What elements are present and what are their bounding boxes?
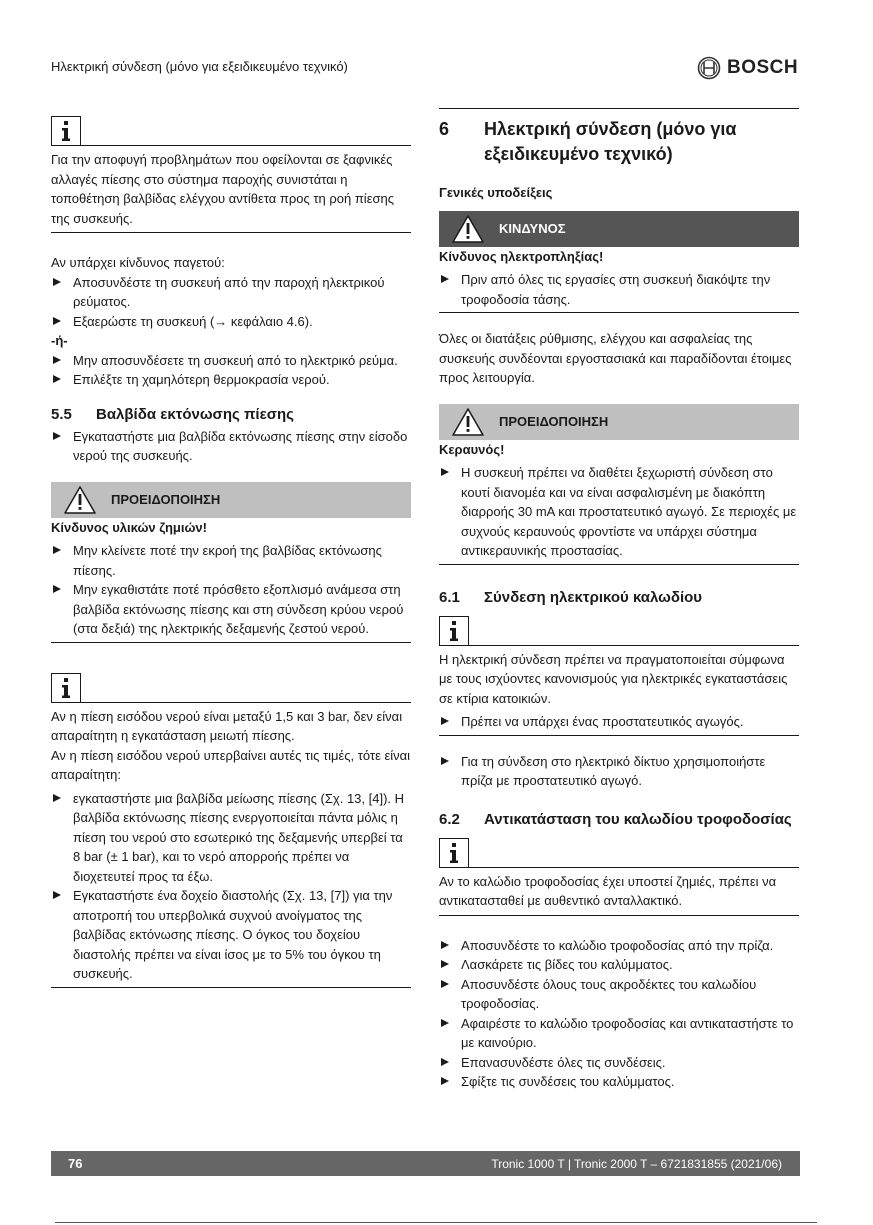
section-heading-5-5: 5.5 Βαλβίδα εκτόνωσης πίεσης	[51, 405, 294, 423]
info-icon	[439, 616, 469, 646]
list-item: Πρέπει να υπάρχει ένας προστατευτικός αγωγός.	[439, 712, 799, 732]
info-icon	[51, 116, 81, 146]
list-item: Εγκαταστήστε ένα δοχείο διαστολής (Σχ. 13, [7]) για την αποτροπή του υπερβολικά συχνού ανοίγματος της βαλβίδας εκτόνωσης πίεσης. Ο όγκος του δοχείου διαστολής πρέπει να είναι ίσος με το 5% του όγκου τη συσκευής.	[51, 886, 411, 984]
warning-list	[51, 541, 411, 639]
info-note-header	[51, 667, 411, 703]
warning-triangle-icon	[451, 214, 485, 244]
warning-bar: ΠΡΟΕΙΔΟΠΟΙΗΣΗ	[51, 482, 411, 518]
danger-title: Κίνδυνος ηλεκτροπληξίας!	[439, 248, 604, 264]
note-text: Αν η πίεση εισόδου νερού είναι μεταξύ 1,5 και 3 bar, δεν είναι απαραίτητη η εγκατάσταση μειωτή πίεσης.	[51, 708, 403, 743]
note-text: Αν το καλώδιο τροφοδοσίας έχει υποστεί ζημιές, πρέπει να αντικατασταθεί με αυθεντικό ανταλλακτικό.	[439, 873, 777, 908]
list-item: Σφίξτε τις συνδέσεις του καλύμματος.	[439, 1072, 799, 1092]
info-icon	[51, 673, 81, 703]
note-text: Η ηλεκτρική σύνδεση πρέπει να πραγματοποιείται σύμφωνα με τους ισχύοντες κανονισμούς για ηλεκτρικές εγκαταστάσεις σε κτίρια κατοικιών.	[439, 651, 788, 706]
frost-list	[51, 273, 411, 332]
frost-intro: Αν υπάρχει κίνδυνος παγετού:	[51, 255, 225, 270]
info-note-header	[439, 832, 799, 868]
list-item: Αποσυνδέστε το καλώδιο τροφοδοσίας από την πρίζα.	[439, 936, 799, 956]
list-item: Αποσυνδέστε τη συσκευή από την παροχή ηλεκτρικού ρεύματος.	[51, 273, 411, 312]
list-item: Μην αποσυνδέσετε τη συσκευή από το ηλεκτρικό ρεύμα.	[51, 351, 411, 371]
bosch-logo	[697, 56, 798, 80]
warning-triangle-icon	[63, 485, 97, 515]
list-item: Για τη σύνδεση στο ηλεκτρικό δίκτυο χρησιμοποιήστε πρίζα με προστατευτικό αγωγό.	[439, 752, 799, 791]
list-item: Λασκάρετε τις βίδες του καλύμματος.	[439, 955, 799, 975]
running-header: Ηλεκτρική σύνδεση (μόνο για εξειδικευμένο τεχνικό)	[51, 59, 348, 74]
section-heading-6-1: 6.1 Σύνδεση ηλεκτρικού καλωδίου	[439, 588, 703, 606]
section-heading-6-2: 6.2 Αντικατάσταση του καλωδίου τροφοδοσίας	[439, 810, 792, 828]
note-list	[439, 712, 799, 732]
list-item: Επιλέξτε τη χαμηλότερη θερμοκρασία νερού.	[51, 370, 411, 390]
info-note-header	[51, 110, 411, 146]
subheading-general: Γενικές υποδείξεις	[439, 185, 553, 200]
note-list	[51, 789, 411, 984]
note-text: Για την αποφυγή προβλημάτων που οφείλονται σε ξαφνικές αλλαγές πίεσης στο σύστημα παροχής συνιστάται η τοποθέτηση βαλβίδας ελέγχου αντίθετα προς τη ροή πίεσης της συσκευής.	[51, 152, 395, 226]
frost-list-alt	[51, 351, 411, 390]
replacement-steps-list	[439, 936, 799, 1092]
note-text: Αν η πίεση εισόδου νερού υπερβαίνει αυτές τις τιμές, τότε είναι απαραίτητη:	[51, 747, 411, 782]
info-note-header	[439, 610, 799, 646]
list-item: Μην εγκαθιστάτε ποτέ πρόσθετο εξοπλισμό ανάμεσα στη βαλβίδα εκτόνωσης πίεσης και στη σύνδεση κρύου νερού (στα δεξιά) της ηλεκτρικής δεξαμενής ζεστού νερού.	[51, 580, 411, 639]
or-separator: -ή-	[51, 333, 68, 348]
warning-title: Κεραυνός!	[439, 441, 505, 457]
warning-bar: ΠΡΟΕΙΔΟΠΟΙΗΣΗ	[439, 404, 799, 440]
info-icon	[439, 838, 469, 868]
right-column	[439, 108, 799, 1092]
factory-text: Όλες οι διατάξεις ρύθμισης, ελέγχου και ασφαλείας της συσκευής συνδέονται εργοστασιακά και παραδίδονται έτοιμες προς λειτουργία.	[439, 331, 792, 385]
list-item: Εγκαταστήστε μια βαλβίδα εκτόνωσης πίεσης στην είσοδο νερού της συσκευής.	[51, 427, 411, 466]
list-item: εγκαταστήστε μια βαλβίδα μείωσης πίεσης (Σχ. 13, [4]). Η βαλβίδα εκτόνωσης πίεσης ενεργοποιείται πάντα μόλις η πίεση του νερού στο εσωτερικό της δεξαμενής υπερβεί τα 8 bar (± 1 bar), και το νερό απορροής πρέπει να διοχετευτεί προς τα έξω.	[51, 789, 411, 887]
warning-triangle-icon	[451, 407, 485, 437]
list-item: Πριν από όλες τις εργασίες στη συσκευή διακόψτε την τροφοδοσία τάσης.	[439, 270, 799, 309]
list-item: Εξαερώστε τη συσκευή (→ κεφάλαιο 4.6).	[51, 312, 411, 332]
document-reference: Tronic 1000 T | Tronic 2000 T – 6721831855 (2021/06)	[491, 1156, 782, 1171]
page-number: 76	[68, 1156, 83, 1171]
list-item: Η συσκευή πρέπει να διαθέτει ξεχωριστή σύνδεση στο κουτί διανομέα και να είναι ασφαλισμένη με διακόπτη διαρροής 30 mA και προστατευτικό αγωγό. Σε περιοχές με συχνούς κεραυνούς φροντίστε να υπάρχει σύστημα αντικεραυνικής προστασίας.	[439, 463, 799, 561]
danger-bar: ΚΙΝΔΥΝΟΣ	[439, 211, 799, 247]
danger-list	[439, 270, 799, 309]
bosch-armature-icon	[697, 56, 721, 80]
left-column	[51, 110, 411, 988]
chapter-heading-6: 6 Ηλεκτρική σύνδεση (μόνο για εξειδικευμένο τεχνικό)	[439, 119, 737, 164]
list-item: Αποσυνδέστε όλους τους ακροδέκτες του καλωδίου τροφοδοσίας.	[439, 975, 799, 1014]
list-item: Επανασυνδέστε όλες τις συνδέσεις.	[439, 1053, 799, 1073]
page-footer	[51, 1151, 800, 1176]
page-bottom-rule	[55, 1222, 817, 1223]
warning-list	[439, 463, 799, 561]
list-item: Μην κλείνετε ποτέ την εκροή της βαλβίδας εκτόνωσης πίεσης.	[51, 541, 411, 580]
section-5-5-list	[51, 427, 411, 466]
warning-title: Κίνδυνος υλικών ζημιών!	[51, 519, 207, 535]
section-6-1-list	[439, 752, 799, 791]
list-item: Αφαιρέστε το καλώδιο τροφοδοσίας και αντικαταστήστε το με καινούριο.	[439, 1014, 799, 1053]
brand-name: BOSCH	[727, 57, 799, 78]
